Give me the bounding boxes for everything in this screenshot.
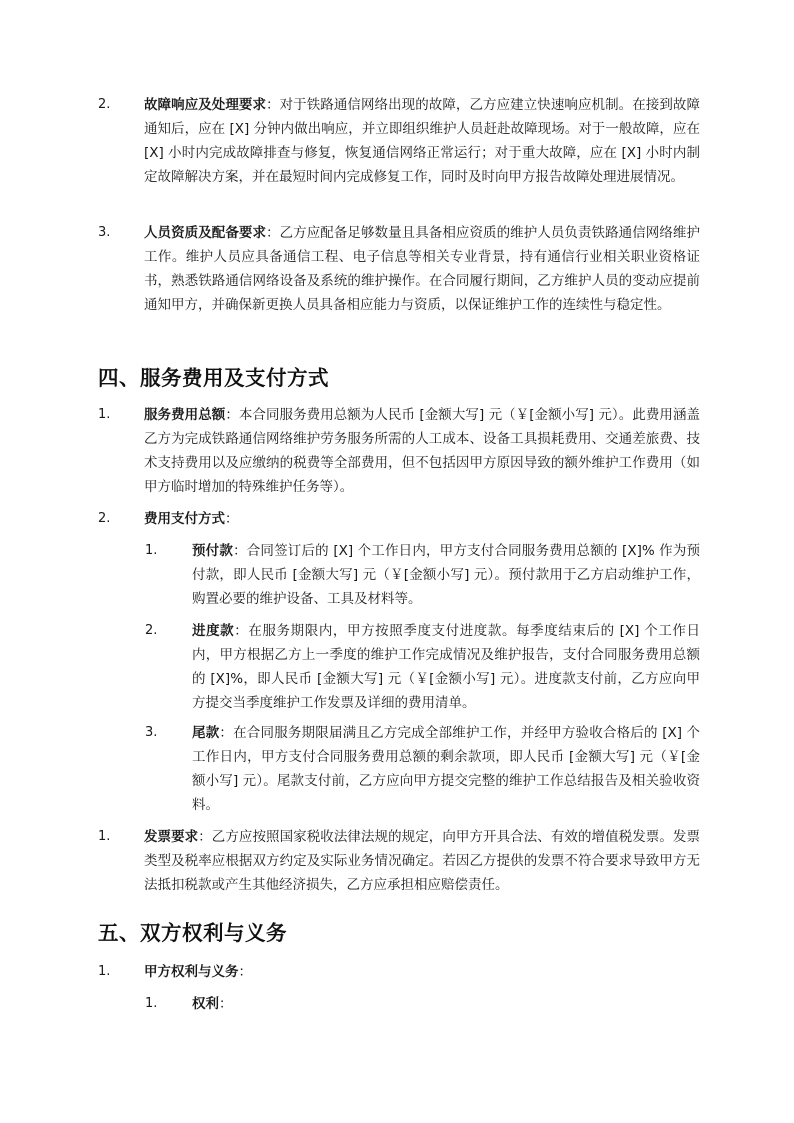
- item-label: 人员资质及配备要求: [144, 225, 267, 241]
- item-label: 费用支付方式: [144, 511, 225, 527]
- item-body: ：乙方应按照国家税收法律法规的规定，向甲方开具合法、有效的增值税发票。发票类型及税率应根据双方约定及实际业务情况确定。若因乙方提供的发票不符合要求导致甲方无法抵扣税款或产生其他经济损失，乙方应承担相应赔偿责任。: [144, 829, 700, 893]
- item-label: 预付款: [192, 543, 234, 559]
- list-item-text: [144, 93, 700, 189]
- list-item-text: [144, 825, 700, 897]
- item-label: 进度款: [192, 623, 235, 639]
- list-number: 1.: [98, 407, 111, 422]
- item-body: ：在服务期限内，甲方按照季度支付进度款。每季度结束后的 [X] 个工作日内，甲方根据乙方上一季度的维护工作完成情况及维护报告，支付合同服务费用总额的 [X]%，即人民币 [金额大写] 元（￥[金额小写] 元）。进度款支付前，乙方应向甲方提交当季度维护工作发票及详细的费用清单。: [192, 623, 701, 711]
- list-number: 1.: [98, 964, 111, 979]
- item-body: ：: [225, 511, 239, 527]
- section-heading: 四、服务费用及支付方式: [98, 366, 329, 390]
- item-label: 甲方权利与义务: [144, 964, 239, 980]
- item-body: ：合同签订后的 [X] 个工作日内，甲方支付合同服务费用总额的 [X]% 作为预付款，即人民币 [金额大写] 元（￥[金额小写] 元）。预付款用于乙方启动维护工作，购置必要的维护设备、工具及材料等。: [192, 543, 701, 607]
- list-item-text: [144, 960, 700, 984]
- list-number: 1.: [145, 543, 158, 558]
- list-item-text: [144, 507, 700, 531]
- section-heading: 五、双方权利与义务: [98, 921, 287, 945]
- list-item-text: [192, 721, 700, 817]
- item-body: ：: [238, 964, 252, 980]
- list-item-text: [144, 403, 700, 499]
- list-number: 2.: [98, 511, 111, 526]
- list-item-text: [192, 992, 700, 1016]
- list-item-text: [144, 221, 700, 317]
- item-body: ：对于铁路通信网络出现的故障，乙方应建立快速响应机制。在接到故障通知后，应在 [X] 分钟内做出响应，并立即组织维护人员赶赴故障现场。对于一般故障，应在 [X] 小时内完成故障排查与修复，恢复通信网络正常运行；对于重大故障，应在 [X] 小时内制定故障解决方案，并在最短时间内完成修复工作，同时及时向甲方报告故障处理进展情况。: [144, 97, 700, 185]
- list-number: 1.: [98, 829, 111, 844]
- list-number: 3.: [145, 725, 158, 740]
- list-item-text: [192, 539, 700, 611]
- item-label: 故障响应及处理要求: [144, 97, 267, 113]
- item-body: ：乙方应配备足够数量且具备相应资质的维护人员负责铁路通信网络维护工作。维护人员应具备通信工程、电子信息等相关专业背景，持有通信行业相关职业资格证书，熟悉铁路通信网络设备及系统的维护操作。在合同履行期间，乙方维护人员的变动应提前通知甲方，并确保新更换人员具备相应能力与资质，以保证维护工作的连续性与稳定性。: [144, 225, 700, 313]
- item-label: 权利: [192, 996, 219, 1012]
- list-item-text: [192, 619, 700, 715]
- list-number: 2.: [145, 623, 158, 638]
- item-body: ：本合同服务费用总额为人民币 [金额大写] 元（￥[金额小写] 元）。此费用涵盖乙方为完成铁路通信网络维护劳务服务所需的人工成本、设备工具损耗费用、交通差旅费、技术支持费用以及应缴纳的税费等全部费用，但不包括因甲方原因导致的额外维护工作费用（如甲方临时增加的特殊维护任务等）。: [144, 407, 700, 495]
- item-label: 尾款: [192, 725, 220, 741]
- list-number: 2.: [98, 97, 111, 112]
- item-label: 发票要求: [144, 829, 199, 845]
- item-label: 服务费用总额: [144, 407, 226, 423]
- list-number: 1.: [145, 996, 158, 1011]
- list-number: 3.: [98, 225, 111, 240]
- item-body: ：在合同服务期限届满且乙方完成全部维护工作，并经甲方验收合格后的 [X] 个工作日内，甲方支付合同服务费用总额的剩余款项，即人民币 [金额大写] 元（￥[金额小写] 元）。尾款支付前，乙方应向甲方提交完整的维护工作总结报告及相关验收资料。: [192, 725, 700, 813]
- item-body: ：: [219, 996, 233, 1012]
